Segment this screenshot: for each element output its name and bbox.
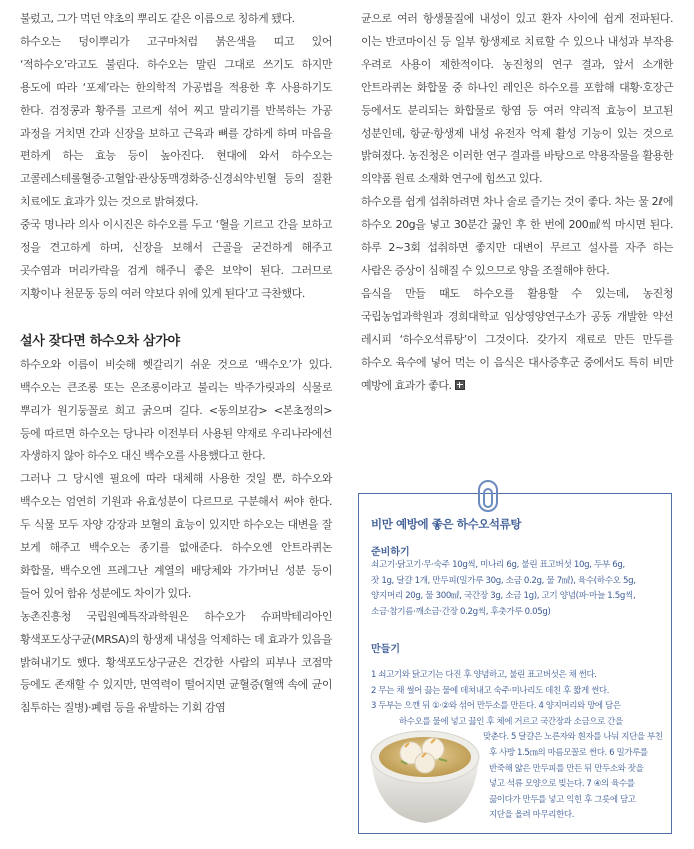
step-line: 넣고 석류 모양으로 빚는다. 7 ④의 육수를 [489, 779, 635, 790]
step-line: 2 무는 채 썰어 끓는 물에 데쳐내고 숙주·미나리도 데친 후 짧게 썬다. [371, 685, 610, 696]
step-line: 반죽해 얇은 만두피를 만든 뒤 만두소와 잣을 [489, 763, 644, 774]
ingredients-line: 양지머리 20g, 물 300㎖, 국간장 3g, 소금 1g), 고기 양념(파·마늘 1.5g씩, [371, 591, 636, 602]
recipe-box [358, 493, 672, 834]
body-paragraph: 균으로 여러 항생물질에 내성이 있고 환자 사이에 쉽게 전파된다. 이는 반코마이신 등 일부 항생제로 치료할 수 있으나 내성과 부작용 우려로 사용이 제한적이다. 농진청의 연구 결과, 앞서 소개한 안트라퀴논 화합물 중 하나인 레인은 하수오를 포함해 대황·호장근 등에서도 분리되는 화합물로 항염 등 여러 약리적 효능이 보고된 성분인데, 항균·항생제 내성 유전자 억제 활성 기능이 있는 것으로 밝혀졌다. 농진청은 이러한 연구 결과를 바탕으로 약용작물을 활용한 의약품 원료 소재화 연구에 힘쓰고 있다. [361, 12, 673, 186]
body-paragraph: 하수오를 쉽게 섭취하려면 차나 술로 즐기는 것이 좋다. 차는 물 2ℓ에 하수오 20g을 넣고 30분간 끓인 후 한 번에 200㎖씩 마시면 된다. 하루 2~3회 섭취하면 좋지만 대변이 무르고 설사를 자주 하는 사람은 증상이 심해질 수 있으므로 양을 조절해야 한다. [361, 195, 673, 277]
left-column [20, 8, 332, 720]
recipe-title: 비만 예방에 좋은 하수오석류탕 [371, 517, 522, 531]
section-subheading: 설사 잦다면 하수오차 삼가야 [20, 333, 180, 349]
article-end-icon [455, 380, 465, 390]
body-paragraph: 그러나 그 당시엔 필요에 따라 대체해 사용한 것일 뿐, 하수오와 백수오는 엄연히 기원과 유효성분이 다르므로 구분해서 써야 한다. 두 식물 모두 자양 강장과 보혈의 효능이 있지만 하수오는 대변을 잘 보게 해주고 백수오는 종기를 없애준다. 하수오엔 안트라퀴논 화합물, 백수오엔 프레그난 계열의 배당체와 가가머닌 성분 등이 들어 있어 함유 성분에도 차이가 있다. [20, 472, 332, 600]
step-line: 1 쇠고기와 닭고기는 다진 후 양념하고, 불린 표고버섯은 채 썬다. [371, 670, 597, 680]
body-paragraph: 농촌진흥청 국립원예특작과학원은 하수오가 슈퍼박테리아인 황색포도상구균(MRSA)의 항생제 내성을 억제하는 데 효과가 있음을 밝혀내기도 했다. 황색포도상구균은 건강한 사람의 피부나 코점막 등에도 존재할 수 있지만, 면역력이 떨어지면 균혈증(혈액 속에 균이 침투하는 질병)·폐렴 등을 유발하는 기회 감염 [20, 609, 332, 715]
step-line: 후 사방 1.5㎝의 마름모꼴로 썬다. 6 밀가루를 [489, 747, 648, 758]
body-paragraph: 중국 명나라 의사 이시진은 하수오를 두고 ‘혈을 기르고 간을 보하고 정을 견고하게 하며, 신장을 보해서 근골을 굳건하게 해주고 곳수염과 머리카락을 검게 해주니 좋은 보약이 된다. 그러므로 지황이나 천문동 등의 여러 약보다 위에 있게 된다’고 극찬했다. [20, 218, 332, 300]
ingredients-heading: 준비하기 [371, 547, 410, 558]
ingredients-line: 소금·참기름·깨소금·간장 0.2g씩, 후춧가루 0.05g) [371, 607, 551, 618]
step-line: 끓이다가 만두를 넣고 익힌 후 그릇에 담고 [489, 794, 636, 805]
steps-heading: 만들기 [371, 644, 400, 655]
step-line: 지단을 올려 마무리한다. [489, 810, 575, 821]
body-paragraph-text: 음식을 만들 때도 하수오를 활용할 수 있는데, 농진청 국립농업과학원과 경희대학교 임상영양연구소가 공동 개발한 약선 레시피 ‘하수오석류탕’이 그것이다. 갖가지 재료로 만든 만두를 하수오 육수에 넣어 먹는 이 음식은 대사증후군 중에서도 특히 비만 예방에 효과가 좋다. [361, 286, 673, 392]
right-column [361, 8, 673, 397]
ingredients-line: 잣 1g, 달걀 1개, 만두피(밀가루 30g, 소금 0.2g, 물 7㎖), 육수(하수오 5g, [371, 575, 636, 586]
step-line: 3 두부는 으깬 뒤 ①·②와 섞어 만두소를 만든다. 4 양지머리와 망에 담은 [371, 701, 621, 712]
body-paragraph [361, 283, 673, 398]
ingredients-list [371, 558, 661, 621]
step-line: 맞춘다. 5 달걀은 노른자와 흰자를 나눠 지단을 부친 [483, 732, 663, 743]
step-line: 하수오를 물에 넣고 끓인 후 체에 거르고 국간장과 소금으로 간을 [399, 716, 623, 727]
soup-bowl-image [367, 699, 483, 829]
ingredients-line: 쇠고기·닭고기·무·숙주 10g씩, 미나리 6g, 불린 표고버섯 10g, 두부 6g, [371, 560, 625, 570]
paperclip-icon [478, 480, 498, 512]
body-paragraph: 불렀고, 그가 먹던 약초의 뿌리도 같은 이름으로 칭하게 됐다. [20, 12, 295, 25]
body-paragraph: 하수오는 덩이뿌리가 고구마처럼 붉은색을 띠고 있어 ‘적하수오’라고도 불린다. 하수오는 말린 그대로 쓰기도 하지만 용도에 따라 ‘포제’라는 한의학적 가공법을 적용한 후 사용하기도 한다. 검정콩과 황주를 고르게 섞어 찌고 말리기를 반복하는 가공 과정을 거치면 간과 신장을 보하고 근육과 뼈를 강하게 하며 마음을 편하게 하는 효능 등이 높아진다. 현대에 와서 하수오는 고콜레스테롤혈증·고혈압·관상동맥경화증·신경쇠약·빈혈 등의 질환 치료에도 효과가 있는 것으로 밝혀졌다. [20, 34, 332, 209]
body-paragraph: 하수오와 이름이 비슷해 헷갈리기 쉬운 것으로 ‘백수오’가 있다. 백수오는 큰조롱 또는 은조롱이라고 불리는 박주가릿과의 식물로 뿌리가 원기둥꼴로 희고 굵으며 길다. <동의보감> <본초정의> 등에 따르면 하수오는 당나라 이전부터 사용된 약재로 우리나라에선 자생하지 않아 하수오 대신 백수오를 사용했다고 한다. [20, 357, 332, 463]
